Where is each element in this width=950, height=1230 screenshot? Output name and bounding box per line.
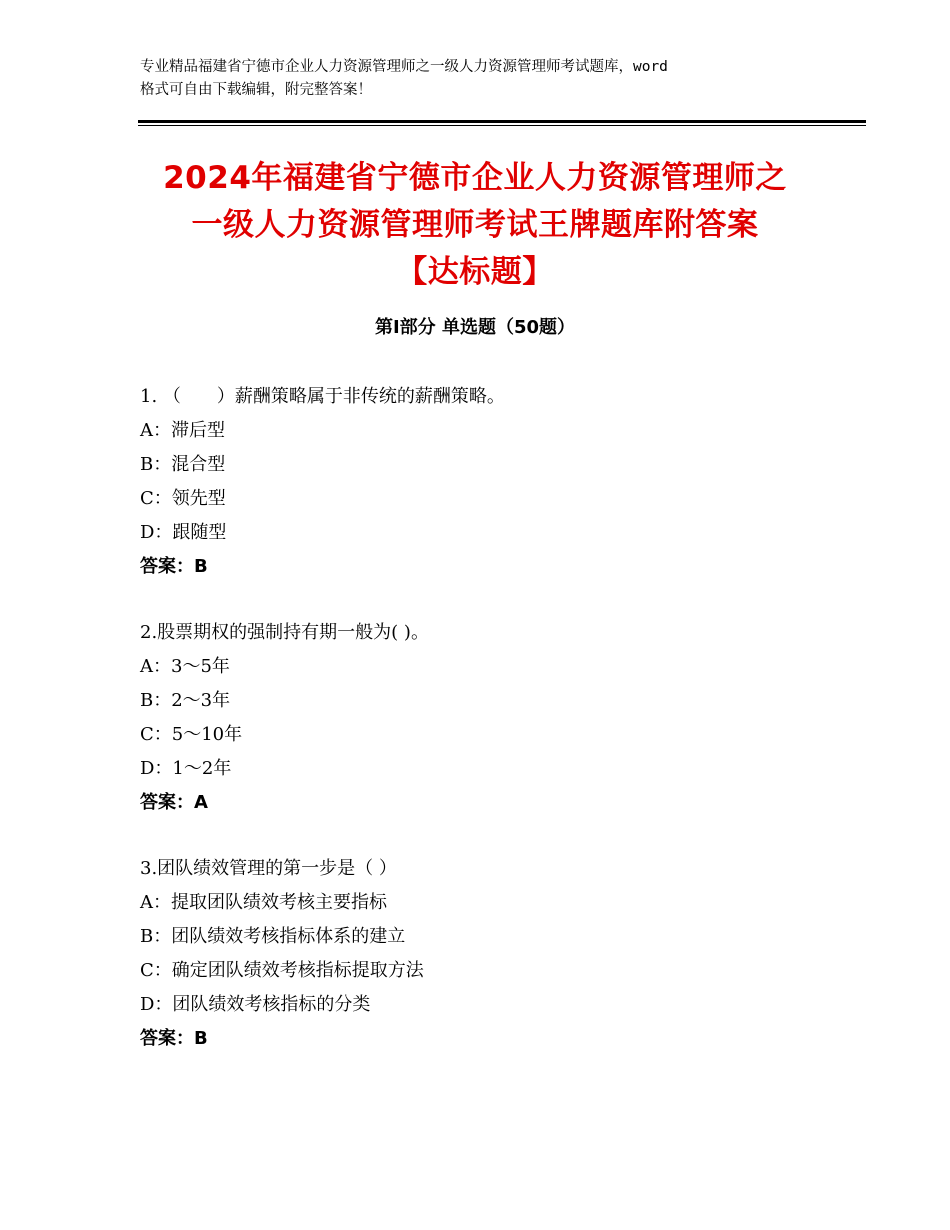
document-title bbox=[100, 155, 850, 296]
question-stem: 2.股票期权的强制持有期一般为( )。 bbox=[140, 622, 429, 643]
question-stem: 3.团队绩效管理的第一步是（ ） bbox=[140, 858, 397, 879]
question-1 bbox=[140, 380, 840, 584]
header-line-1: 专业精品福建省宁德市企业人力资源管理师之一级人力资源管理师考试题库，word bbox=[140, 59, 668, 75]
option-b: B：混合型 bbox=[140, 454, 226, 475]
option-c: C：领先型 bbox=[140, 488, 226, 509]
question-stem: 1. （ ）薪酬策略属于非传统的薪酬策略。 bbox=[140, 386, 505, 407]
option-b: B：团队绩效考核指标体系的建立 bbox=[140, 926, 406, 947]
header-line-2: 格式可自由下载编辑，附完整答案！ bbox=[140, 82, 372, 98]
answer-line: 答案：A bbox=[140, 792, 208, 813]
header-divider bbox=[138, 120, 866, 126]
question-3 bbox=[140, 852, 840, 1056]
option-a: A：提取团队绩效考核主要指标 bbox=[140, 892, 387, 913]
question-2 bbox=[140, 616, 840, 820]
option-d: D：1～2年 bbox=[140, 758, 232, 779]
title-line-1: 2024年福建省宁德市企业人力资源管理师之 bbox=[163, 160, 787, 196]
option-b: B：2～3年 bbox=[140, 690, 231, 711]
title-line-2: 一级人力资源管理师考试王牌题库附答案 bbox=[191, 207, 759, 243]
option-a: A：3～5年 bbox=[140, 656, 230, 677]
option-d: D：跟随型 bbox=[140, 522, 227, 543]
title-line-3: 【达标题】 bbox=[396, 254, 554, 290]
answer-line: 答案：B bbox=[140, 556, 208, 577]
answer-line: 答案：B bbox=[140, 1028, 208, 1049]
option-a: A：滞后型 bbox=[140, 420, 225, 441]
question-list bbox=[140, 380, 840, 1088]
option-c: C：确定团队绩效考核指标提取方法 bbox=[140, 960, 424, 981]
header-divider-thin bbox=[138, 125, 866, 126]
page-header bbox=[140, 56, 830, 102]
option-d: D：团队绩效考核指标的分类 bbox=[140, 994, 371, 1015]
header-divider-thick bbox=[138, 120, 866, 123]
section-heading: 第Ⅰ部分 单选题（50题） bbox=[374, 317, 575, 338]
option-c: C：5～10年 bbox=[140, 724, 243, 745]
